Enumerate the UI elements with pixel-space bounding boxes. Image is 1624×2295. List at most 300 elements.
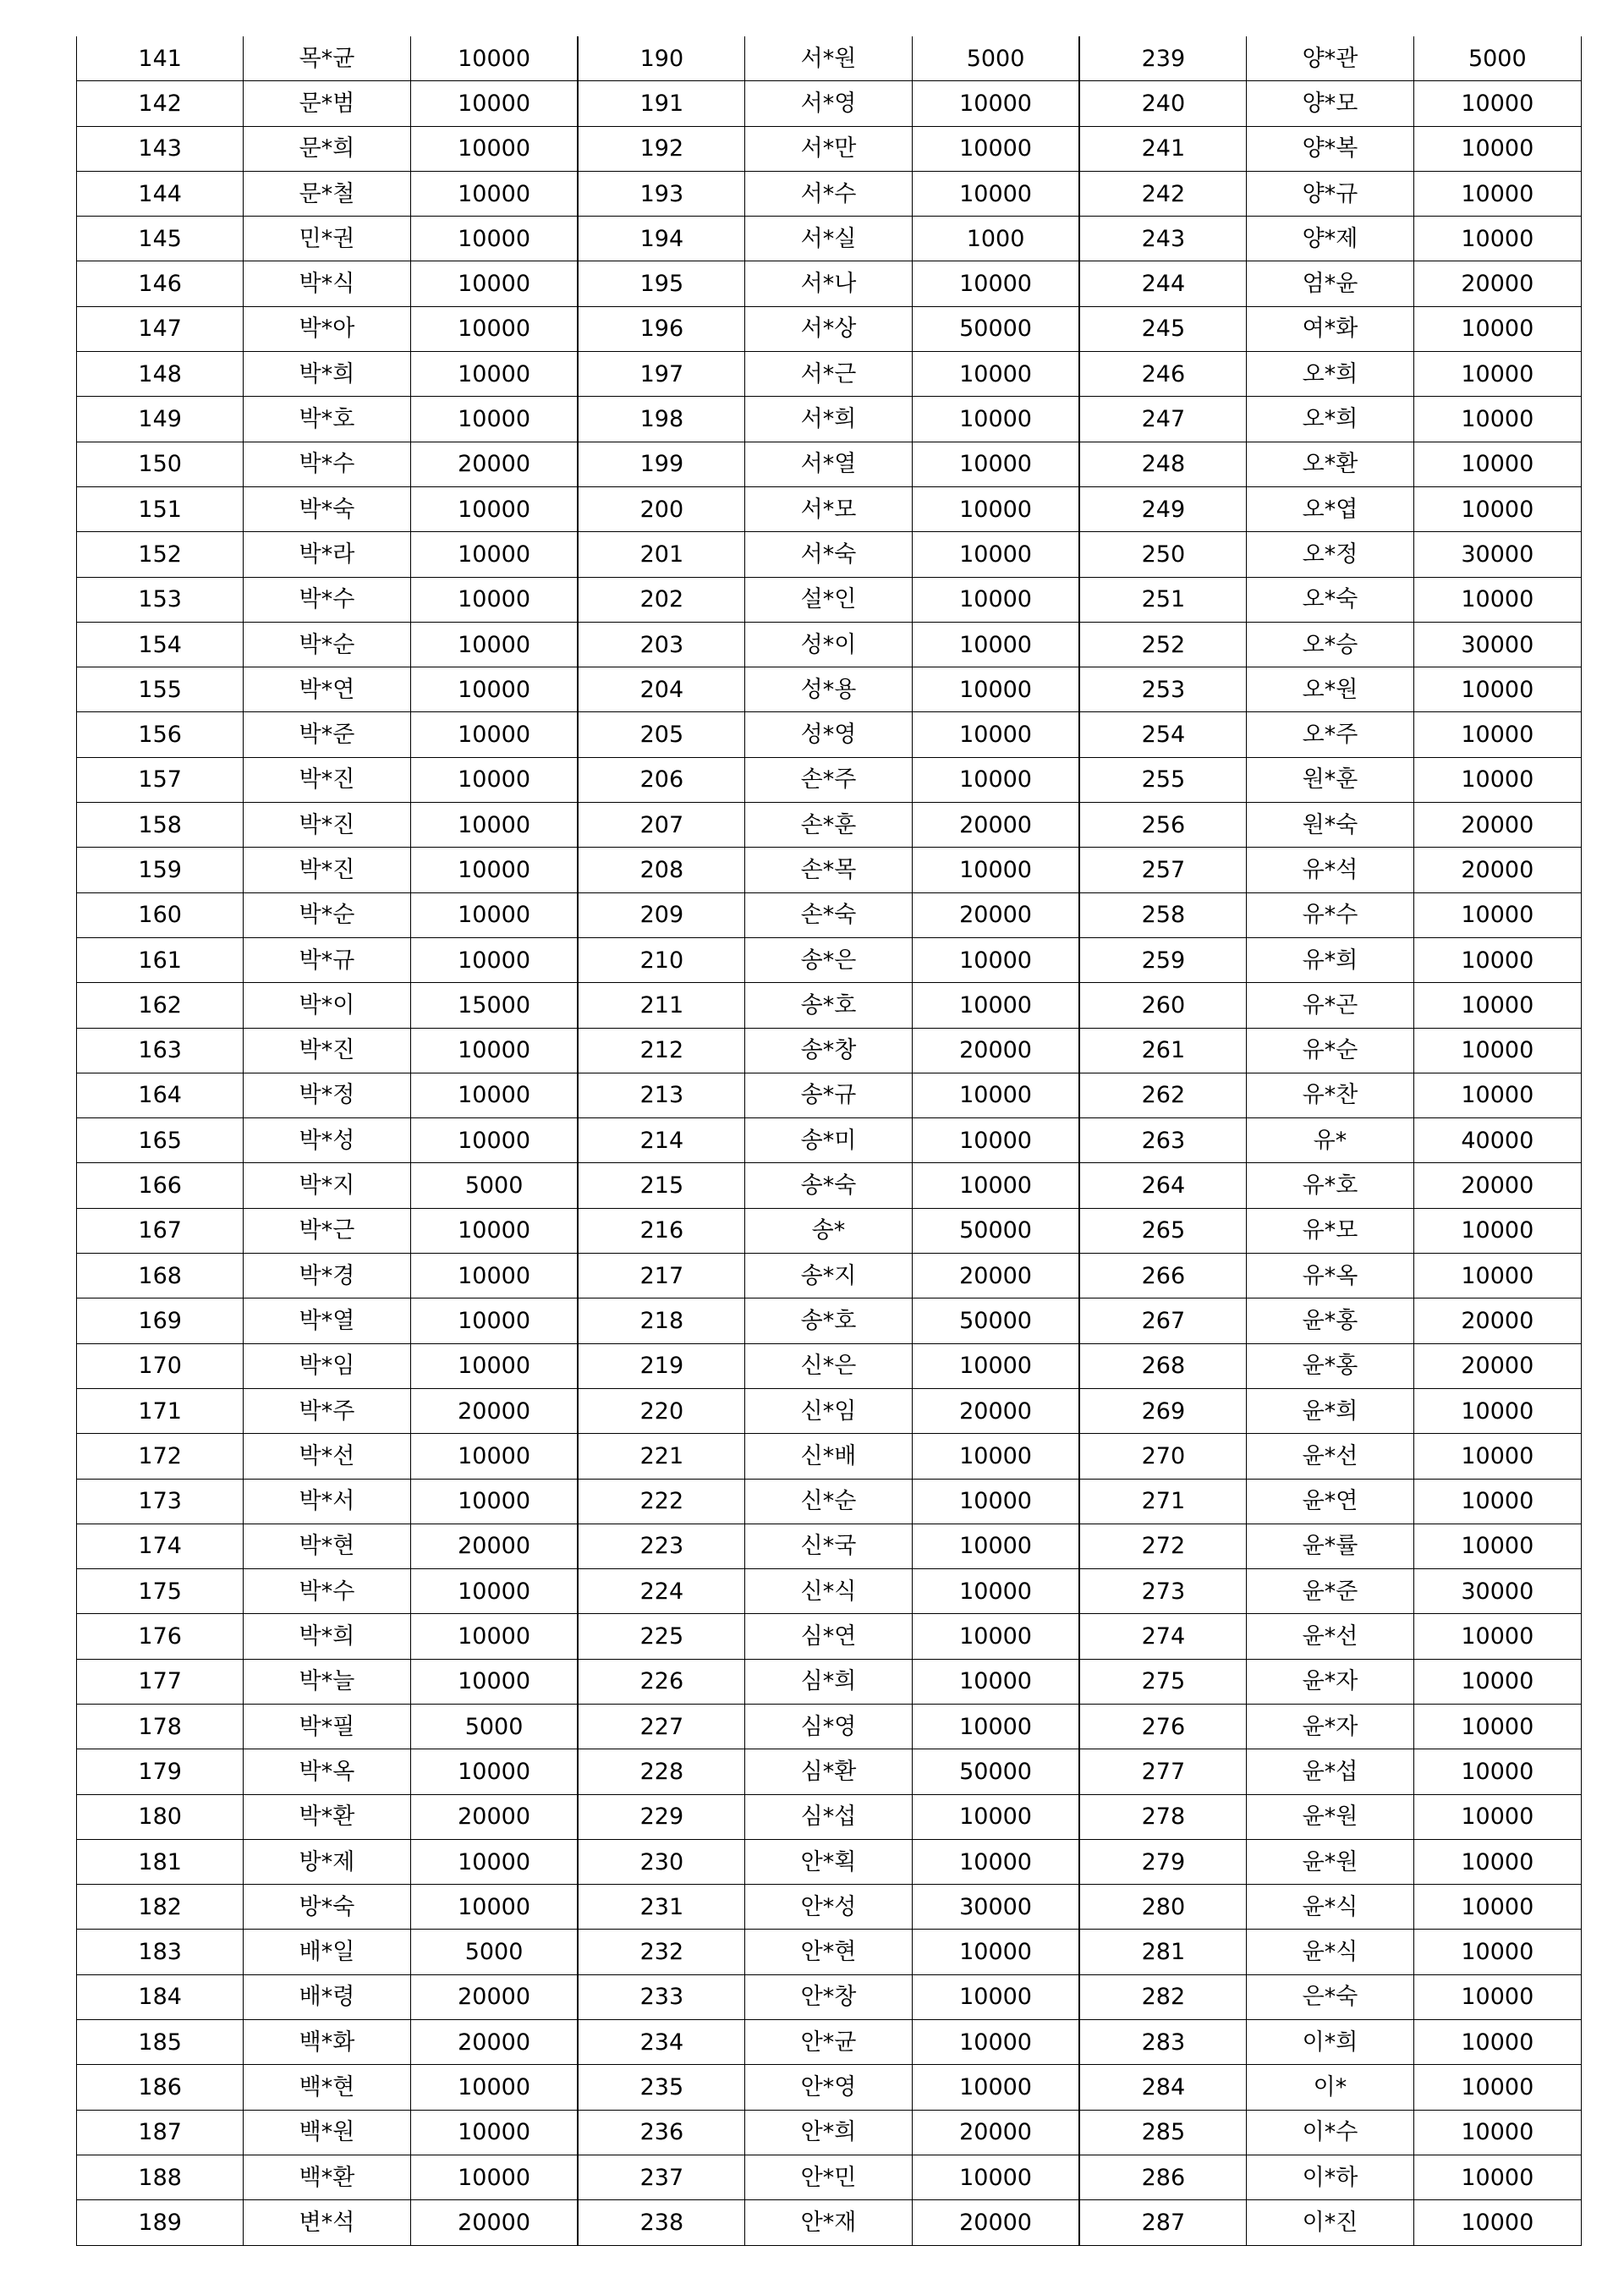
table-row [77, 36, 1582, 81]
cell-number: 148 [77, 352, 244, 397]
table-row [77, 486, 1582, 531]
cell-name: 윤*선 [1247, 1434, 1413, 1479]
cell-name: 양*관 [1247, 36, 1413, 81]
cell-number: 213 [578, 1073, 744, 1117]
cell-number: 235 [578, 2065, 744, 2110]
cell-number: 175 [77, 1569, 244, 1614]
cell-amount: 10000 [912, 1839, 1079, 1884]
cell-number: 202 [578, 577, 744, 622]
cell-number: 253 [1079, 667, 1246, 712]
cell-name: 신*식 [745, 1569, 912, 1614]
cell-name: 원*훈 [1247, 757, 1413, 802]
cell-amount: 20000 [912, 1028, 1079, 1073]
table-row [77, 1614, 1582, 1659]
cell-name: 문*희 [244, 126, 410, 171]
donor-list-table [76, 36, 1582, 2246]
cell-amount: 10000 [1413, 1704, 1581, 1749]
cell-number: 145 [77, 217, 244, 261]
cell-name: 서*실 [745, 217, 912, 261]
cell-amount: 20000 [1413, 261, 1581, 306]
cell-name: 서*근 [745, 352, 912, 397]
cell-name: 박*선 [244, 1434, 410, 1479]
cell-number: 227 [578, 1704, 744, 1749]
table-row [77, 1208, 1582, 1253]
cell-amount: 1000 [912, 217, 1079, 261]
cell-number: 212 [578, 1028, 744, 1073]
cell-number: 262 [1079, 1073, 1246, 1117]
cell-name: 윤*원 [1247, 1794, 1413, 1839]
cell-amount: 10000 [912, 532, 1079, 577]
cell-amount: 10000 [1413, 1434, 1581, 1479]
cell-name: 유*순 [1247, 1028, 1413, 1073]
cell-name: 유* [1247, 1118, 1413, 1163]
cell-name: 윤*섭 [1247, 1749, 1413, 1794]
cell-name: 이*진 [1247, 2200, 1413, 2245]
cell-name: 박*희 [244, 1614, 410, 1659]
cell-name: 변*석 [244, 2200, 410, 2245]
table-row [77, 2065, 1582, 2110]
table-row [77, 983, 1582, 1028]
cell-name: 윤*자 [1247, 1704, 1413, 1749]
cell-amount: 10000 [410, 1569, 578, 1614]
cell-amount: 10000 [912, 757, 1079, 802]
cell-name: 윤*연 [1247, 1479, 1413, 1524]
table-row [77, 1028, 1582, 1073]
cell-amount: 10000 [410, 1434, 578, 1479]
cell-number: 174 [77, 1524, 244, 1568]
cell-name: 박*필 [244, 1704, 410, 1749]
cell-name: 윤*률 [1247, 1524, 1413, 1568]
cell-number: 274 [1079, 1614, 1246, 1659]
cell-amount: 30000 [1413, 1569, 1581, 1614]
cell-name: 박*진 [244, 1028, 410, 1073]
cell-name: 박*라 [244, 532, 410, 577]
cell-amount: 10000 [912, 1974, 1079, 2019]
cell-name: 엄*윤 [1247, 261, 1413, 306]
cell-amount: 10000 [410, 757, 578, 802]
table-row [77, 261, 1582, 306]
cell-amount: 10000 [912, 1434, 1079, 1479]
cell-amount: 20000 [912, 803, 1079, 848]
cell-name: 박*근 [244, 1208, 410, 1253]
table-row [77, 667, 1582, 712]
cell-name: 백*원 [244, 2110, 410, 2155]
cell-name: 박*순 [244, 892, 410, 937]
table-row [77, 81, 1582, 126]
cell-name: 안*창 [745, 1974, 912, 2019]
cell-number: 241 [1079, 126, 1246, 171]
cell-number: 239 [1079, 36, 1246, 81]
cell-number: 154 [77, 622, 244, 667]
cell-number: 195 [578, 261, 744, 306]
cell-amount: 10000 [912, 622, 1079, 667]
cell-amount: 10000 [410, 171, 578, 216]
cell-number: 219 [578, 1343, 744, 1388]
table-row [77, 2110, 1582, 2155]
cell-number: 147 [77, 306, 244, 351]
cell-name: 문*철 [244, 171, 410, 216]
cell-number: 285 [1079, 2110, 1246, 2155]
cell-amount: 10000 [912, 667, 1079, 712]
cell-number: 187 [77, 2110, 244, 2155]
table-row [77, 1885, 1582, 1930]
cell-number: 252 [1079, 622, 1246, 667]
cell-number: 164 [77, 1073, 244, 1117]
cell-number: 246 [1079, 352, 1246, 397]
cell-number: 260 [1079, 983, 1246, 1028]
cell-number: 178 [77, 1704, 244, 1749]
cell-amount: 10000 [1413, 352, 1581, 397]
cell-amount: 10000 [410, 126, 578, 171]
cell-number: 283 [1079, 2020, 1246, 2065]
cell-number: 221 [578, 1434, 744, 1479]
cell-amount: 10000 [410, 803, 578, 848]
cell-number: 151 [77, 486, 244, 531]
cell-amount: 10000 [912, 1930, 1079, 1974]
cell-name: 심*환 [745, 1749, 912, 1794]
cell-number: 171 [77, 1388, 244, 1433]
cell-number: 217 [578, 1254, 744, 1298]
cell-name: 윤*준 [1247, 1569, 1413, 1614]
cell-name: 송*호 [745, 1298, 912, 1343]
cell-name: 심*섭 [745, 1794, 912, 1839]
cell-amount: 10000 [912, 983, 1079, 1028]
cell-number: 185 [77, 2020, 244, 2065]
cell-amount: 10000 [1413, 1073, 1581, 1117]
cell-amount: 20000 [912, 2110, 1079, 2155]
cell-amount: 10000 [1413, 667, 1581, 712]
cell-amount: 10000 [410, 2155, 578, 2199]
cell-amount: 50000 [912, 1208, 1079, 1253]
cell-number: 184 [77, 1974, 244, 2019]
cell-number: 211 [578, 983, 744, 1028]
cell-amount: 20000 [410, 1524, 578, 1568]
cell-amount: 10000 [410, 1028, 578, 1073]
cell-number: 152 [77, 532, 244, 577]
cell-amount: 10000 [410, 532, 578, 577]
cell-name: 송*규 [745, 1073, 912, 1117]
cell-number: 230 [578, 1839, 744, 1884]
cell-number: 143 [77, 126, 244, 171]
table-row [77, 1254, 1582, 1298]
cell-name: 박*현 [244, 1524, 410, 1568]
cell-name: 박*진 [244, 803, 410, 848]
table-row [77, 622, 1582, 667]
cell-amount: 30000 [1413, 622, 1581, 667]
cell-number: 207 [578, 803, 744, 848]
cell-name: 윤*자 [1247, 1659, 1413, 1704]
cell-name: 신*순 [745, 1479, 912, 1524]
table-row [77, 1118, 1582, 1163]
cell-name: 성*용 [745, 667, 912, 712]
cell-amount: 10000 [410, 667, 578, 712]
cell-amount: 10000 [912, 261, 1079, 306]
cell-number: 276 [1079, 1704, 1246, 1749]
cell-name: 손*목 [745, 848, 912, 892]
cell-number: 201 [578, 532, 744, 577]
table-row [77, 1930, 1582, 1974]
cell-amount: 10000 [912, 577, 1079, 622]
cell-name: 오*희 [1247, 397, 1413, 442]
cell-name: 안*현 [745, 1930, 912, 1974]
cell-amount: 10000 [410, 2110, 578, 2155]
cell-number: 254 [1079, 712, 1246, 757]
cell-number: 158 [77, 803, 244, 848]
cell-number: 281 [1079, 1930, 1246, 1974]
cell-number: 200 [578, 486, 744, 531]
cell-name: 박*수 [244, 1569, 410, 1614]
cell-number: 244 [1079, 261, 1246, 306]
cell-number: 179 [77, 1749, 244, 1794]
cell-number: 236 [578, 2110, 744, 2155]
cell-name: 성*이 [745, 622, 912, 667]
cell-number: 167 [77, 1208, 244, 1253]
cell-amount: 10000 [912, 712, 1079, 757]
cell-number: 216 [578, 1208, 744, 1253]
cell-number: 218 [578, 1298, 744, 1343]
cell-number: 284 [1079, 2065, 1246, 2110]
cell-name: 오*엽 [1247, 486, 1413, 531]
cell-number: 194 [578, 217, 744, 261]
cell-amount: 10000 [1413, 1208, 1581, 1253]
cell-amount: 10000 [1413, 1659, 1581, 1704]
cell-name: 안*획 [745, 1839, 912, 1884]
cell-name: 유*옥 [1247, 1254, 1413, 1298]
cell-name: 박*열 [244, 1298, 410, 1343]
cell-number: 229 [578, 1794, 744, 1839]
cell-amount: 5000 [912, 36, 1079, 81]
cell-name: 손*훈 [745, 803, 912, 848]
table-row [77, 1163, 1582, 1208]
cell-amount: 20000 [410, 1794, 578, 1839]
cell-number: 165 [77, 1118, 244, 1163]
table-row [77, 397, 1582, 442]
cell-name: 박*순 [244, 622, 410, 667]
cell-amount: 10000 [1413, 1254, 1581, 1298]
cell-name: 박*늘 [244, 1659, 410, 1704]
cell-amount: 10000 [410, 892, 578, 937]
cell-name: 윤*홍 [1247, 1343, 1413, 1388]
cell-name: 송*호 [745, 983, 912, 1028]
cell-amount: 10000 [410, 1343, 578, 1388]
cell-number: 160 [77, 892, 244, 937]
cell-amount: 10000 [912, 1479, 1079, 1524]
cell-number: 240 [1079, 81, 1246, 126]
cell-number: 234 [578, 2020, 744, 2065]
cell-number: 263 [1079, 1118, 1246, 1163]
cell-amount: 10000 [1413, 2200, 1581, 2245]
cell-amount: 10000 [410, 2065, 578, 2110]
cell-amount: 10000 [1413, 1028, 1581, 1073]
cell-amount: 10000 [1413, 1839, 1581, 1884]
cell-number: 251 [1079, 577, 1246, 622]
table-row [77, 352, 1582, 397]
cell-name: 윤*희 [1247, 1388, 1413, 1433]
cell-amount: 10000 [1413, 577, 1581, 622]
cell-amount: 10000 [912, 1118, 1079, 1163]
cell-number: 255 [1079, 757, 1246, 802]
cell-number: 224 [578, 1569, 744, 1614]
cell-name: 방*숙 [244, 1885, 410, 1930]
cell-name: 송*미 [745, 1118, 912, 1163]
cell-number: 233 [578, 1974, 744, 2019]
cell-name: 서*숙 [745, 532, 912, 577]
cell-name: 서*모 [745, 486, 912, 531]
cell-amount: 10000 [1413, 306, 1581, 351]
cell-number: 186 [77, 2065, 244, 2110]
cell-amount: 10000 [1413, 2020, 1581, 2065]
cell-number: 286 [1079, 2155, 1246, 2199]
cell-amount: 50000 [912, 306, 1079, 351]
cell-name: 박*아 [244, 306, 410, 351]
cell-amount: 10000 [1413, 1794, 1581, 1839]
cell-number: 249 [1079, 486, 1246, 531]
cell-amount: 30000 [912, 1885, 1079, 1930]
cell-name: 윤*홍 [1247, 1298, 1413, 1343]
cell-name: 양*제 [1247, 217, 1413, 261]
cell-number: 161 [77, 937, 244, 982]
table-row [77, 1479, 1582, 1524]
cell-name: 문*범 [244, 81, 410, 126]
cell-number: 247 [1079, 397, 1246, 442]
table-row [77, 2020, 1582, 2065]
cell-number: 166 [77, 1163, 244, 1208]
cell-amount: 10000 [912, 1524, 1079, 1568]
cell-name: 오*원 [1247, 667, 1413, 712]
cell-amount: 10000 [410, 712, 578, 757]
cell-name: 서*나 [745, 261, 912, 306]
cell-name: 신*은 [745, 1343, 912, 1388]
cell-amount: 10000 [912, 442, 1079, 486]
cell-amount: 20000 [912, 1254, 1079, 1298]
cell-number: 168 [77, 1254, 244, 1298]
cell-number: 181 [77, 1839, 244, 1884]
cell-number: 215 [578, 1163, 744, 1208]
cell-amount: 10000 [1413, 171, 1581, 216]
cell-name: 양*복 [1247, 126, 1413, 171]
cell-name: 원*숙 [1247, 803, 1413, 848]
cell-number: 172 [77, 1434, 244, 1479]
cell-number: 191 [578, 81, 744, 126]
cell-name: 송* [745, 1208, 912, 1253]
cell-number: 173 [77, 1479, 244, 1524]
cell-amount: 50000 [912, 1298, 1079, 1343]
cell-number: 257 [1079, 848, 1246, 892]
cell-number: 226 [578, 1659, 744, 1704]
cell-name: 손*주 [745, 757, 912, 802]
cell-name: 윤*식 [1247, 1930, 1413, 1974]
cell-amount: 10000 [410, 1118, 578, 1163]
table-row [77, 803, 1582, 848]
cell-name: 백*화 [244, 2020, 410, 2065]
cell-name: 은*숙 [1247, 1974, 1413, 2019]
cell-amount: 20000 [1413, 803, 1581, 848]
cell-amount: 10000 [912, 1794, 1079, 1839]
cell-amount: 10000 [410, 1885, 578, 1930]
cell-amount: 10000 [410, 352, 578, 397]
cell-number: 273 [1079, 1569, 1246, 1614]
cell-number: 170 [77, 1343, 244, 1388]
table-row [77, 442, 1582, 486]
cell-name: 박*환 [244, 1794, 410, 1839]
cell-name: 송*지 [745, 1254, 912, 1298]
cell-number: 287 [1079, 2200, 1246, 2245]
cell-number: 282 [1079, 1974, 1246, 2019]
cell-name: 유*희 [1247, 937, 1413, 982]
cell-amount: 10000 [1413, 1388, 1581, 1433]
cell-number: 176 [77, 1614, 244, 1659]
cell-amount: 10000 [1413, 1614, 1581, 1659]
cell-amount: 10000 [1413, 937, 1581, 982]
cell-name: 양*규 [1247, 171, 1413, 216]
cell-number: 277 [1079, 1749, 1246, 1794]
cell-number: 261 [1079, 1028, 1246, 1073]
cell-name: 심*희 [745, 1659, 912, 1704]
cell-name: 심*영 [745, 1704, 912, 1749]
cell-number: 203 [578, 622, 744, 667]
cell-name: 서*만 [745, 126, 912, 171]
table-row [77, 1524, 1582, 1568]
cell-amount: 20000 [912, 2200, 1079, 2245]
cell-number: 193 [578, 171, 744, 216]
table-row [77, 2155, 1582, 2199]
cell-amount: 10000 [912, 1659, 1079, 1704]
cell-number: 271 [1079, 1479, 1246, 1524]
cell-amount: 50000 [912, 1749, 1079, 1794]
cell-number: 142 [77, 81, 244, 126]
cell-amount: 10000 [410, 261, 578, 306]
cell-amount: 10000 [912, 397, 1079, 442]
cell-name: 서*원 [745, 36, 912, 81]
cell-name: 박*호 [244, 397, 410, 442]
cell-name: 안*재 [745, 2200, 912, 2245]
cell-amount: 10000 [410, 937, 578, 982]
cell-name: 박*진 [244, 848, 410, 892]
cell-name: 서*수 [745, 171, 912, 216]
cell-name: 오*정 [1247, 532, 1413, 577]
cell-number: 225 [578, 1614, 744, 1659]
cell-number: 208 [578, 848, 744, 892]
cell-amount: 10000 [410, 1254, 578, 1298]
cell-amount: 10000 [1413, 81, 1581, 126]
cell-number: 192 [578, 126, 744, 171]
cell-name: 송*은 [745, 937, 912, 982]
cell-amount: 10000 [912, 848, 1079, 892]
cell-name: 양*모 [1247, 81, 1413, 126]
cell-number: 169 [77, 1298, 244, 1343]
cell-amount: 10000 [1413, 712, 1581, 757]
cell-amount: 10000 [410, 397, 578, 442]
cell-amount: 5000 [1413, 36, 1581, 81]
table-row [77, 1343, 1582, 1388]
cell-number: 196 [578, 306, 744, 351]
cell-name: 박*정 [244, 1073, 410, 1117]
cell-name: 안*성 [745, 1885, 912, 1930]
cell-name: 안*균 [745, 2020, 912, 2065]
cell-number: 177 [77, 1659, 244, 1704]
cell-number: 220 [578, 1388, 744, 1433]
cell-amount: 10000 [410, 36, 578, 81]
cell-name: 배*령 [244, 1974, 410, 2019]
cell-name: 박*수 [244, 577, 410, 622]
cell-amount: 20000 [912, 1388, 1079, 1433]
cell-name: 안*영 [745, 2065, 912, 2110]
cell-amount: 10000 [1413, 1524, 1581, 1568]
cell-amount: 20000 [410, 2020, 578, 2065]
cell-name: 민*권 [244, 217, 410, 261]
cell-number: 272 [1079, 1524, 1246, 1568]
cell-number: 223 [578, 1524, 744, 1568]
